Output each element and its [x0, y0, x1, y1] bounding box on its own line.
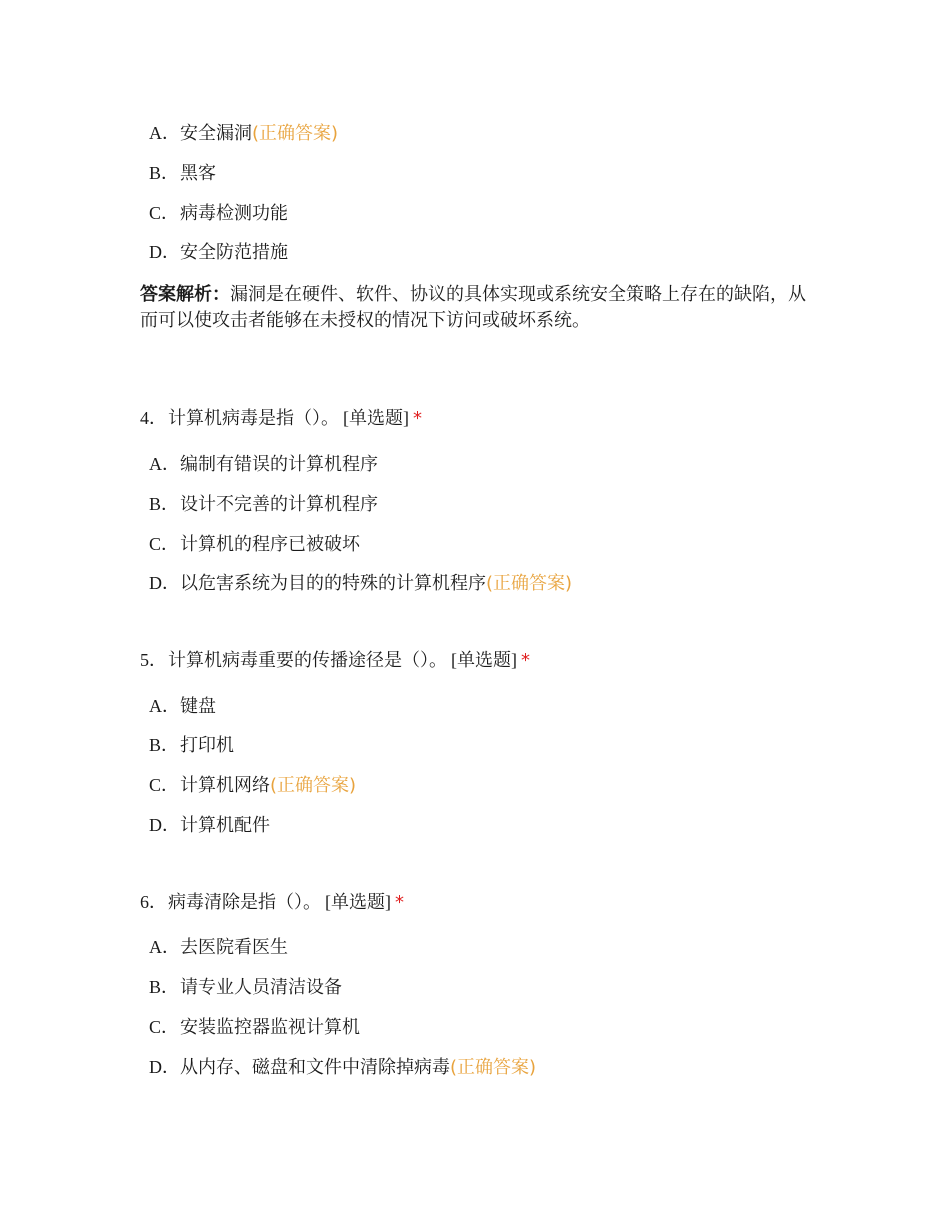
correct-answer-marker: (正确答案): [270, 775, 357, 796]
question-6-heading: [140, 891, 404, 914]
option-text: 安全漏洞: [180, 123, 252, 144]
question-4-heading: [140, 407, 422, 430]
q3-option-a: [149, 122, 338, 145]
required-mark: *: [395, 892, 404, 913]
option-text: 从内存、磁盘和文件中清除掉病毒: [180, 1057, 450, 1078]
question-type: [单选题]: [451, 650, 517, 670]
q5-option-a: [149, 695, 216, 718]
option-letter: C．: [149, 1017, 180, 1037]
option-letter: A．: [149, 696, 180, 716]
question-stem: 计算机病毒重要的传播途径是（）。: [168, 650, 447, 671]
question-stem: 病毒清除是指（）。: [168, 892, 321, 913]
question-5-heading: [140, 649, 530, 672]
question-number: 4．: [140, 408, 167, 428]
option-text: 安全防范措施: [180, 242, 288, 263]
option-text: 以危害系统为目的的特殊的计算机程序: [180, 573, 486, 594]
analysis-text: 漏洞是在硬件、软件、协议的具体实现或系统安全策略上存在的缺陷，从而可以使攻击者能够在未授权的情况下访问或破坏系统。: [140, 284, 806, 331]
question-stem: 计算机病毒是指（）。: [168, 408, 339, 429]
q6-option-b: [149, 976, 342, 999]
q4-option-d: [149, 572, 572, 595]
q4-option-a: [149, 453, 378, 476]
option-text: 请专业人员清洁设备: [180, 977, 342, 998]
option-letter: B．: [149, 494, 180, 514]
q6-option-d: [149, 1056, 536, 1079]
option-letter: B．: [149, 735, 180, 755]
option-text: 打印机: [180, 735, 234, 756]
q5-option-d: [149, 814, 270, 837]
answer-analysis: [140, 282, 820, 334]
option-text: 计算机配件: [180, 815, 270, 836]
option-letter: A．: [149, 454, 180, 474]
q3-option-b: [149, 162, 216, 185]
option-text: 病毒检测功能: [180, 203, 288, 224]
option-text: 键盘: [180, 696, 216, 717]
question-number: 5．: [140, 650, 167, 670]
option-text: 设计不完善的计算机程序: [180, 494, 378, 515]
option-text: 黑客: [180, 163, 216, 184]
option-letter: A．: [149, 937, 180, 957]
q5-option-c: [149, 774, 356, 797]
option-letter: A．: [149, 123, 180, 143]
option-letter: C．: [149, 534, 180, 554]
q3-option-c: [149, 202, 288, 225]
option-letter: D．: [149, 1057, 180, 1077]
option-letter: D．: [149, 242, 180, 262]
q6-option-c: [149, 1016, 360, 1039]
correct-answer-marker: (正确答案): [486, 573, 573, 594]
option-text: 计算机的程序已被破坏: [180, 534, 360, 555]
option-text: 去医院看医生: [180, 937, 288, 958]
q4-option-c: [149, 533, 360, 556]
q5-option-b: [149, 734, 234, 757]
analysis-label: 答案解析：: [140, 284, 230, 305]
required-mark: *: [521, 650, 530, 671]
option-letter: B．: [149, 163, 180, 183]
q4-option-b: [149, 493, 378, 516]
correct-answer-marker: (正确答案): [252, 123, 339, 144]
correct-answer-marker: (正确答案): [450, 1057, 537, 1078]
q3-option-d: [149, 241, 288, 264]
q6-option-a: [149, 936, 288, 959]
option-letter: D．: [149, 573, 180, 593]
question-number: 6．: [140, 892, 167, 912]
option-letter: C．: [149, 775, 180, 795]
option-text: 安装监控器监视计算机: [180, 1017, 360, 1038]
option-text: 编制有错误的计算机程序: [180, 454, 378, 475]
question-type: [单选题]: [343, 408, 409, 428]
option-letter: C．: [149, 203, 180, 223]
option-letter: D．: [149, 815, 180, 835]
question-type: [单选题]: [325, 892, 391, 912]
option-letter: B．: [149, 977, 180, 997]
option-text: 计算机网络: [180, 775, 270, 796]
required-mark: *: [413, 408, 422, 429]
